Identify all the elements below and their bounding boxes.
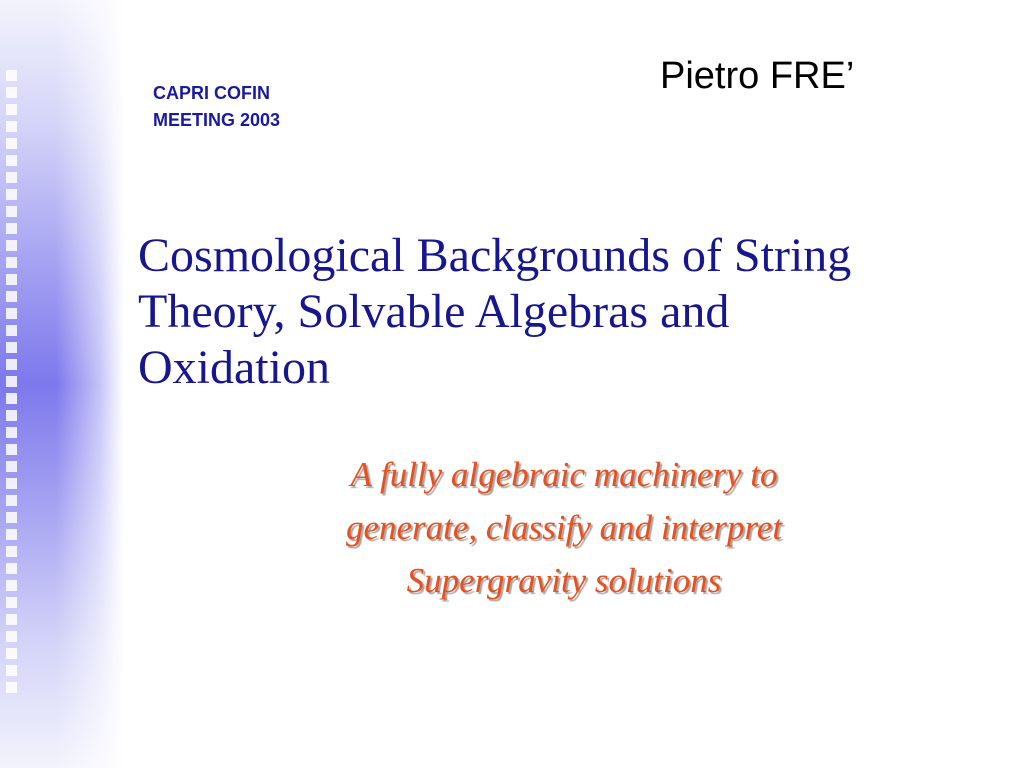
decorative-square [6, 70, 17, 81]
decorative-square [6, 427, 17, 438]
slide-title-line-1: Cosmological Backgrounds of String [138, 229, 852, 282]
decorative-square [6, 495, 17, 506]
decorative-square [6, 648, 17, 659]
slide-title [138, 228, 851, 396]
decorative-square [6, 240, 17, 251]
decorative-square [6, 444, 17, 455]
decorative-square [6, 206, 17, 217]
decorative-square [6, 121, 17, 132]
slide-subtitle [254, 448, 874, 607]
decorative-square [6, 376, 17, 387]
decorative-square [6, 104, 17, 115]
decorative-square [6, 410, 17, 421]
event-label-line-2: MEETING 2003 [153, 110, 281, 130]
decorative-square [6, 359, 17, 370]
decorative-square [6, 580, 17, 591]
decorative-square [6, 597, 17, 608]
decorative-square [6, 223, 17, 234]
decorative-square [6, 563, 17, 574]
decorative-square [6, 172, 17, 183]
slide-title-line-3: Oxidation [138, 341, 330, 394]
decorative-square [6, 393, 17, 404]
event-label [153, 80, 280, 134]
decorative-square [6, 291, 17, 302]
decorative-square [6, 325, 17, 336]
decorative-square [6, 614, 17, 625]
decorative-square [6, 461, 17, 472]
decorative-square [6, 189, 17, 200]
slide-subtitle-line-2: generate, classify and interpret [345, 508, 783, 547]
decorative-square [6, 342, 17, 353]
event-label-line-1: CAPRI COFIN [153, 83, 270, 103]
author-name: Pietro FRE’ [660, 55, 855, 97]
decorative-square [6, 257, 17, 268]
decorative-square [6, 155, 17, 166]
decorative-square [6, 87, 17, 98]
decorative-square [6, 546, 17, 557]
decorative-square [6, 308, 17, 319]
decorative-square [6, 631, 17, 642]
decorative-square [6, 512, 17, 523]
decorative-square [6, 478, 17, 489]
slide-subtitle-line-3: Supergravity solutions [406, 561, 722, 600]
decorative-square [6, 138, 17, 149]
decorative-square [6, 274, 17, 285]
decorative-square [6, 665, 17, 676]
decorative-square [6, 682, 17, 693]
decorative-square [6, 529, 17, 540]
decorative-square-column [6, 70, 24, 710]
slide-subtitle-line-1: A fully algebraic machinery to [350, 455, 778, 494]
slide-title-line-2: Theory, Solvable Algebras and [138, 285, 730, 338]
